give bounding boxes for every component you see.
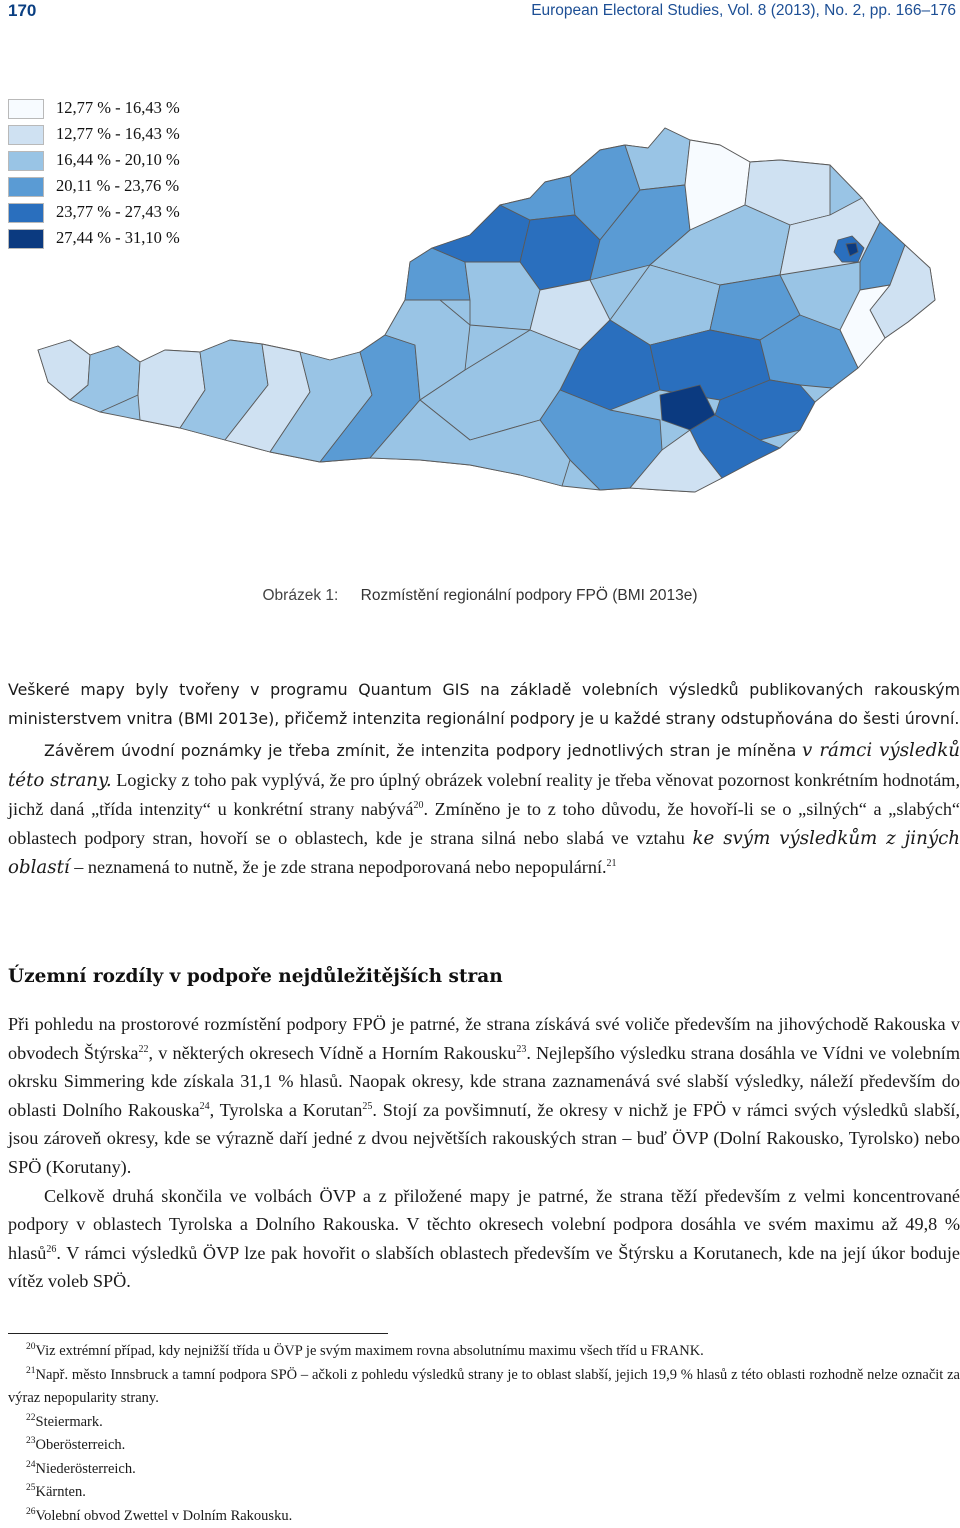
- text-run: , v některých okresech Vídně a Horním Rakousku: [148, 1043, 516, 1063]
- footnote-ref-22: 22: [138, 1044, 148, 1055]
- legend-label: 12,77 % - 16,43 %: [56, 124, 180, 144]
- footnote-item: [8, 1505, 960, 1528]
- text-run: Závěrem úvodní poznámky je třeba zmínit, že intenzita podpory jednotlivých stran je míněna: [44, 741, 796, 760]
- footnote-ref-20: 20: [413, 800, 423, 811]
- footnote-number: 20: [26, 1342, 36, 1352]
- footnote-number: 25: [26, 1483, 36, 1493]
- text-run: . V rámci výsledků ÖVP lze pak hovořit o slabších oblastech především ve Štýrsku a Korutanech, kde na její úkor boduje vítěz voleb SPÖ.: [8, 1243, 960, 1292]
- legend-label: 27,44 % - 31,10 %: [56, 228, 180, 248]
- footnote-item: [8, 1434, 960, 1458]
- footnote-item: [8, 1364, 960, 1411]
- legend-swatch: [8, 99, 44, 119]
- text-run: . Nejlepšího výsledku strana dosáhla ve Vídni ve volebním okrsku Simmering kde získala 31,1 % hlasů. Naopak okresy, kde strana zaznamenává své slabší výsledky, náleží především do oblasti Dolního Rakouska: [8, 1043, 960, 1120]
- footnote-item: [8, 1340, 960, 1364]
- footnote-text: Kärnten.: [36, 1484, 86, 1500]
- legend-swatch: [8, 203, 44, 223]
- footnote-text: Niederösterreich.: [36, 1461, 136, 1477]
- footnote-number: 21: [26, 1366, 36, 1376]
- legend-label: 20,11 % - 23,76 %: [56, 176, 179, 196]
- footnote-number: 22: [26, 1413, 36, 1423]
- caption-text: Rozmístění regionální podpory FPÖ (BMI 2013e): [361, 587, 698, 604]
- footnote-item: [8, 1458, 960, 1482]
- text-run: Logicky z toho pak vyplývá, že pro úplný obrázek volební reality je třeba věnovat pozornost konkrétním hodnotám, jichž daná „třída intenzity“ u konkrétní strany nabývá: [8, 770, 960, 820]
- footnote-text: Viz extrémní případ, kdy nejnižší třída u ÖVP je svým maximem rovna absolutnímu maximu všech tříd u FRANK.: [36, 1343, 704, 1359]
- figure-caption: [0, 587, 960, 605]
- austria-choropleth-map: [0, 0, 960, 580]
- footnote-number: 24: [26, 1460, 36, 1470]
- text-run: . Stojí za povšimnutí, že okresy v nichž je FPÖ v rámci svých výsledků slabší, jsou zároveň okresy, kde se výrazně daří jedné z dvou největších rakouských stran – buď ÖVP (Dolní Rakousko, Tyrolsko) nebo SPÖ (Korutany).: [8, 1100, 960, 1177]
- footnote-number: 23: [26, 1436, 36, 1446]
- footnote-number: 26: [26, 1507, 36, 1517]
- text-run: , Tyrolska a Korutan: [210, 1100, 363, 1120]
- footnote-ref-21: 21: [607, 858, 617, 869]
- italic-run: ke svým výsledkům z jiných oblastí: [8, 828, 960, 879]
- paragraph-ovp-support: [8, 1182, 960, 1296]
- journal-reference: European Electoral Studies, Vol. 8 (2013), No. 2, pp. 166–176: [531, 2, 956, 20]
- legend-label: 12,77 % - 16,43 %: [56, 98, 180, 118]
- text-run: – neznamená to nutně, že je zde strana nepodporovaná nebo nepopulární.: [74, 857, 606, 877]
- legend-swatch: [8, 151, 44, 171]
- paragraph-intensity-note: [8, 736, 960, 883]
- footnote-item: [8, 1411, 960, 1435]
- intro-text-block: [8, 676, 960, 733]
- footnote-text: Volební obvod Zwettel v Dolním Rakousku.: [36, 1508, 293, 1524]
- paragraph-fpo-support: [8, 1010, 960, 1182]
- section-body: [8, 1010, 960, 1296]
- page-number: 170: [8, 1, 36, 21]
- footnote-text: Např. město Innsbruck a tamní podpora SPÖ – ačkoli z pohledu výsledků strany je to oblast slabší, jejich 19,9 % hlasů z této oblasti rozhodně nelze označit za výraz nepopularity strany.: [8, 1367, 960, 1407]
- text-run: Při pohledu na prostorové rozmístění podpory FPÖ je patrné, že strana získává své voliče především na jihovýchodě Rakouska v obvodech Štýrska: [8, 1014, 960, 1063]
- footnotes: [8, 1340, 960, 1528]
- footnote-ref-24: 24: [200, 1101, 210, 1112]
- footnote-ref-26: 26: [46, 1244, 56, 1255]
- legend-label: 16,44 % - 20,10 %: [56, 150, 180, 170]
- intensity-note-block: [8, 736, 960, 883]
- text-run: Celkově druhá skončila ve volbách ÖVP a z přiložené mapy je patrné, že strana těží především z velmi koncentrované podpory v oblastech Tyrolska a Dolního Rakouska. V těchto okresech volební podpora dosáhla ve svém maximu až 49,8 % hlasů: [8, 1186, 960, 1263]
- footnote-ref-23: 23: [516, 1044, 526, 1055]
- legend-swatch: [8, 125, 44, 145]
- footnote-text: Oberösterreich.: [36, 1437, 126, 1453]
- footnote-item: [8, 1481, 960, 1505]
- section-heading: Územní rozdíly v podpoře nejdůležitějších stran: [8, 966, 503, 987]
- legend-swatch: [8, 229, 44, 249]
- footnote-text: Steiermark.: [36, 1414, 103, 1430]
- footnote-divider: [8, 1333, 388, 1334]
- text-run: . Zmíněno je to z toho důvodu, že hovoří-li se o „silných“ a „slabých“ oblastech podpory stran, hovoří se o oblastech, kde je strana silná nebo slabá ve vztahu: [8, 799, 960, 848]
- footnote-ref-25: 25: [362, 1101, 372, 1112]
- paragraph-maps-method: Veškeré mapy byly tvořeny v programu Quantum GIS na základě volebních výsledků publikovaných rakouským ministerstvem vnitra (BMI 2013e), přičemž intenzita regionální podpory je u každé strany odstupňována do šesti úrovní.: [8, 676, 960, 733]
- italic-run: v rámci výsledků této strany.: [8, 740, 960, 791]
- legend-swatch: [8, 177, 44, 197]
- legend-label: 23,77 % - 27,43 %: [56, 202, 180, 222]
- caption-label: Obrázek 1:: [263, 587, 339, 604]
